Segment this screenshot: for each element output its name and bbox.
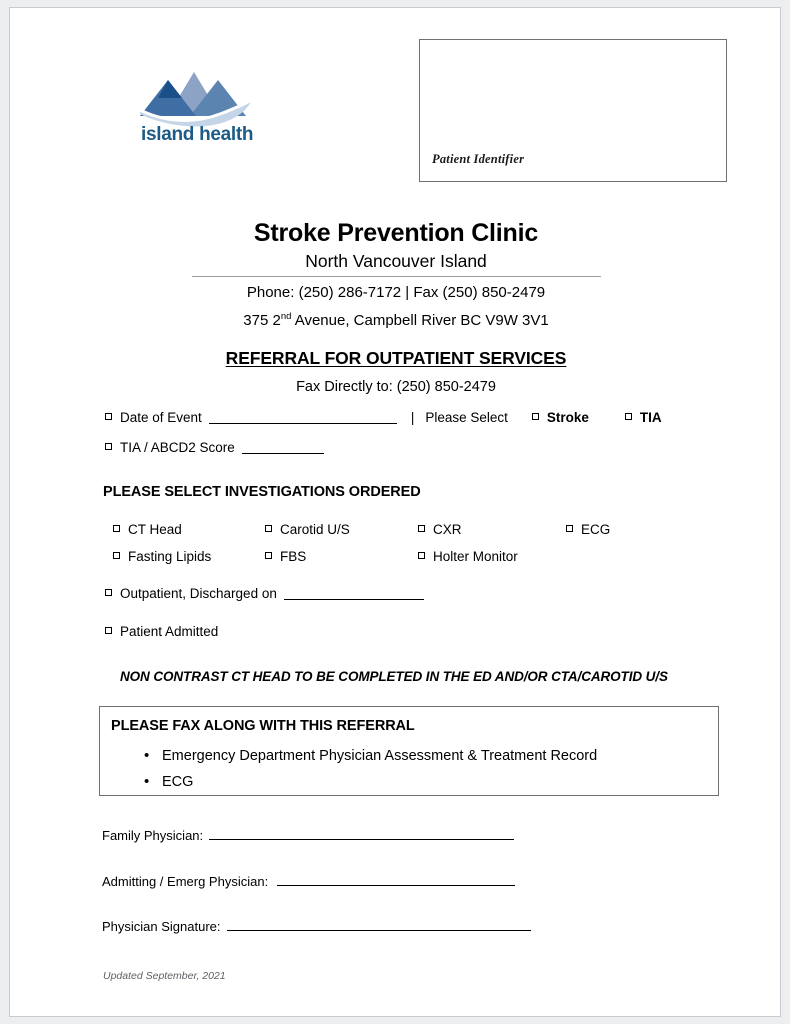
patient-admitted-row	[105, 624, 218, 639]
checkbox-ecg[interactable]	[566, 525, 573, 532]
admitting-physician-row	[102, 874, 515, 889]
admitting-physician-input[interactable]	[277, 875, 515, 886]
family-physician-input[interactable]	[209, 829, 514, 840]
outpatient-discharged-row	[105, 586, 424, 601]
abcd2-score-row	[105, 440, 324, 455]
discharge-date-input[interactable]	[284, 588, 424, 600]
checkbox-fasting-lipids[interactable]	[113, 552, 120, 559]
stroke-label: Stroke	[546, 410, 589, 425]
investigation-option-carotid-us[interactable]	[265, 522, 418, 537]
row-separator: |	[410, 410, 415, 425]
family-physician-row	[102, 828, 514, 843]
list-item: • Emergency Department Physician Assessment & Treatment Record	[162, 743, 597, 769]
tia-option[interactable]	[625, 410, 662, 425]
logo-wordmark: island health	[141, 124, 254, 145]
family-physician-label: Family Physician:	[102, 828, 204, 843]
investigation-label: FBS	[280, 549, 307, 564]
fax-box-list	[142, 743, 597, 795]
referral-heading: REFERRAL FOR OUTPATIENT SERVICES	[225, 348, 567, 368]
checkbox-stroke[interactable]	[532, 413, 539, 420]
investigation-label: CXR	[433, 522, 462, 537]
investigation-option-ct-head[interactable]	[113, 522, 265, 537]
patient-identifier-label: Patient Identifier	[432, 152, 525, 166]
date-of-event-input[interactable]	[209, 412, 397, 424]
clinic-subtitle: North Vancouver Island	[305, 251, 487, 271]
date-of-event-label: Date of Event	[120, 410, 202, 425]
address-line	[10, 308, 782, 333]
tia-label: TIA	[639, 410, 662, 425]
checkbox-fbs[interactable]	[265, 552, 272, 559]
investigations-heading: PLEASE SELECT INVESTIGATIONS ORDERED	[103, 484, 421, 500]
date-of-event-row	[105, 410, 662, 425]
investigations-row	[113, 516, 733, 543]
investigation-label: Holter Monitor	[433, 549, 518, 564]
outpatient-discharged-label: Outpatient, Discharged on	[120, 586, 277, 601]
investigation-option-fasting-lipids[interactable]	[113, 549, 265, 564]
investigations-grid	[113, 516, 733, 570]
investigation-option-fbs[interactable]	[265, 549, 418, 564]
address-suffix: Avenue, Campbell River BC V9W 3V1	[291, 312, 549, 329]
list-item: • ECG	[162, 769, 597, 795]
checkbox-carotid-us[interactable]	[265, 525, 272, 532]
abcd2-score-label: TIA / ABCD2 Score	[120, 440, 235, 455]
island-health-logo	[138, 66, 256, 146]
fax-box-title: PLEASE FAX ALONG WITH THIS REFERRAL	[111, 718, 415, 734]
investigation-label: CT Head	[128, 522, 182, 537]
checkbox-outpatient-discharged[interactable]	[105, 589, 112, 596]
patient-identifier-box[interactable]	[419, 39, 727, 182]
investigation-label: ECG	[581, 522, 611, 537]
document-footer: Updated September, 2021	[103, 970, 226, 982]
investigation-label: Fasting Lipids	[128, 549, 212, 564]
patient-admitted-label: Patient Admitted	[120, 624, 219, 639]
checkbox-holter-monitor[interactable]	[418, 552, 425, 559]
investigation-option-holter-monitor[interactable]	[418, 549, 566, 564]
investigations-row	[113, 543, 733, 570]
phone-fax-line: Phone: (250) 286-7172 | Fax (250) 850-2479	[246, 284, 546, 301]
checkbox-patient-admitted[interactable]	[105, 627, 112, 634]
checkbox-cxr[interactable]	[418, 525, 425, 532]
please-select-label: Please Select	[425, 410, 508, 425]
checkbox-ct-head[interactable]	[113, 525, 120, 532]
admitting-physician-label: Admitting / Emerg Physician:	[102, 874, 269, 889]
address-prefix: 375 2	[243, 312, 281, 329]
fax-directly-to-line: Fax Directly to: (250) 850-2479	[296, 379, 496, 395]
investigation-option-ecg[interactable]	[566, 522, 686, 537]
checkbox-date-of-event[interactable]	[105, 413, 112, 420]
physician-signature-input[interactable]	[227, 920, 531, 931]
stroke-option[interactable]	[532, 410, 589, 425]
abcd2-score-input[interactable]	[242, 442, 324, 454]
non-contrast-ct-notice: NON CONTRAST CT HEAD TO BE COMPLETED IN THE ED AND/OR CTA/CAROTID U/S	[120, 669, 668, 684]
title-divider	[192, 276, 601, 277]
physician-signature-row	[102, 919, 531, 934]
clinic-title-block	[10, 218, 782, 333]
checkbox-abcd2-score[interactable]	[105, 443, 112, 450]
investigation-option-cxr[interactable]	[418, 522, 566, 537]
investigation-label: Carotid U/S	[280, 522, 350, 537]
logo-artwork	[138, 66, 256, 146]
fax-instructions-box	[99, 706, 719, 796]
document-sheet	[9, 7, 781, 1017]
clinic-title: Stroke Prevention Clinic	[253, 219, 539, 247]
physician-signature-label: Physician Signature:	[102, 919, 221, 934]
address-ordinal: nd	[280, 311, 292, 322]
checkbox-tia[interactable]	[625, 413, 632, 420]
